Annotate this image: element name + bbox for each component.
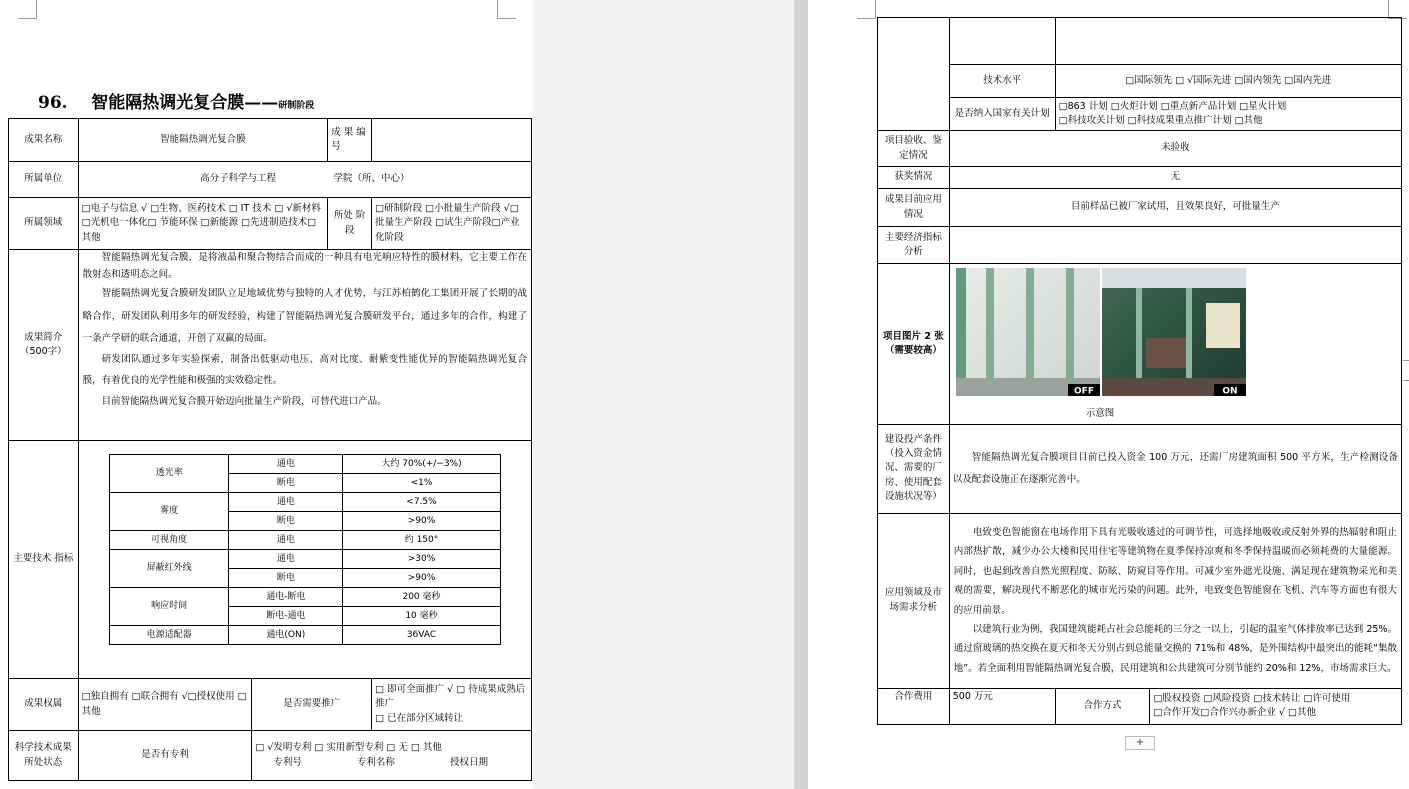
- ownership-label: 成果权属: [9, 679, 79, 731]
- intro-paragraph: 智能隔热调光复合膜研发团队立足地域优势与独特的人才优势，与江苏柏鹤化工集团开展了长期的战略合作，研发团队利用多年的研发经验，构建了智能隔热调光复合膜研发平台，通过多年的合作，构建了一条产学研的联合通道，开创了双赢的局面。: [82, 288, 527, 344]
- application-label: 成果目前应用情况: [878, 189, 950, 227]
- coop-mode-line: □股权投资 □风险投资 □技术转让 □许可使用: [1153, 692, 1351, 704]
- blank-mid: [949, 18, 1055, 65]
- add-row-button[interactable]: +: [1125, 736, 1155, 750]
- spec-cond: 通电-断电: [229, 588, 343, 607]
- name-value: 智能隔热调光复合膜: [78, 119, 328, 162]
- invest-value-cell: [949, 424, 1401, 513]
- achievement-table: [8, 118, 532, 781]
- unit-value-cell: [78, 162, 531, 198]
- intro-label: 成果简介（500字）: [9, 250, 79, 441]
- award-label: 获奖情况: [878, 167, 950, 189]
- spec-cond: 通电: [229, 493, 343, 512]
- off-on-photo: [956, 268, 1246, 396]
- economic-value: [949, 227, 1401, 264]
- heading-number: 96.: [38, 93, 68, 113]
- plan-label: 是否纳入国家有关计划: [949, 98, 1055, 131]
- tech-body: [78, 441, 531, 679]
- intro-paragraph: 目前智能隔热调光复合膜开始迈向批量生产阶段，可替代进口产品。: [101, 395, 387, 407]
- spec-value: 约 150°: [343, 531, 501, 550]
- spec-value: 大约 70%(+/−3%): [343, 455, 501, 474]
- promo-label: 是否需要推广: [252, 679, 372, 731]
- intro-body: [78, 250, 531, 441]
- stage-label: 所处 阶段: [328, 198, 372, 250]
- intro-paragraph: 智能隔热调光复合膜，是将液晶和聚合物结合而成的一种具有电光响应特性的膜材料，它主要工作在散射态和透明态之间。: [82, 252, 527, 280]
- spec-param: 透光率: [109, 455, 229, 493]
- field-value: □电子与信息 √ □生物、医药技术 □ IT 技术 □ √新材料 □光机电一体化□ 节能环保 □新能源 □先进制造技术□其他: [78, 198, 328, 250]
- invest-paragraph: 智能隔热调光复合膜项目目前已投入资金 100 万元，还需厂房建筑面积 500 平方米，生产检测设备以及配套设施正在逐渐完善中。: [952, 451, 1398, 485]
- coop-fee-value: 500 万元: [949, 688, 1055, 724]
- blank-left: [878, 98, 950, 131]
- corner-mark: [18, 0, 37, 19]
- spec-param: 响应时间: [109, 588, 229, 626]
- page-divider: [794, 0, 808, 789]
- heading-dash: ——: [244, 93, 279, 113]
- left-page: [0, 0, 533, 789]
- unit-label: 所属单位: [9, 162, 79, 198]
- off-tag: OFF: [1073, 386, 1094, 396]
- market-paragraph: 以建筑行业为例，我国建筑能耗占社会总能耗的三分之一以上，引起的温室气体排放率已达到 25%。通过窗玻璃的热交换在夏天和冬天分别占到总能量交换的 71%和 48%，是外围结构中最突出的能耗“集散地”。若全面利用智能隔热调光复合膜，民用建筑和公共建筑可分别节能约 20%和 12%，市场需求巨大。: [953, 623, 1397, 674]
- spec-cond: 断电: [229, 474, 343, 493]
- spec-cond: 通电: [229, 455, 343, 474]
- tech-label: 主要技术 指标: [9, 441, 79, 679]
- number-label: 成 果 编 号: [328, 119, 372, 162]
- spec-param: 可视角度: [109, 531, 229, 550]
- blank-right: [1055, 18, 1401, 65]
- coop-fee-label: 合作费用: [878, 688, 950, 724]
- heading-title: 智能隔热调光复合膜: [91, 93, 245, 113]
- acceptance-value: 未验收: [949, 131, 1401, 167]
- photo-caption: 示意图: [1085, 408, 1115, 420]
- spec-cond: 通电: [229, 531, 343, 550]
- application-value: 目前样品已被厂家试用，且效果良好，可批量生产: [949, 189, 1401, 227]
- spec-cond: 断电-通电: [229, 607, 343, 626]
- spec-value: 200 毫秒: [343, 588, 501, 607]
- market-label: 应用领域及市场需求分析: [878, 513, 950, 688]
- number-value: [372, 119, 532, 162]
- patent-label: 科学技术成果所处状态: [9, 731, 79, 781]
- stage-value: □研制阶段 □小批量生产阶段 √□批量生产阶段 □试生产阶段□产业化阶段: [372, 198, 532, 250]
- corner-mark: [857, 0, 876, 19]
- award-value: 无: [949, 167, 1401, 189]
- achievement-table-continued: [877, 17, 1402, 725]
- spec-value: >90%: [343, 569, 501, 588]
- tech-level-label: 技术水平: [949, 65, 1055, 98]
- field-label: 所属领域: [9, 198, 79, 250]
- coop-mode-label: 合作方式: [1055, 688, 1150, 724]
- unit-value: 高分子科学与工程: [200, 173, 277, 185]
- spec-cond: 断电: [229, 569, 343, 588]
- spec-value: 10 毫秒: [343, 607, 501, 626]
- corner-mark: [497, 0, 516, 19]
- page-gap: [533, 0, 794, 789]
- patent-question: 是否有专利: [78, 731, 252, 781]
- tech-level-value: □国际领先 □ √国际先进 □国内领先 □国内先进: [1055, 65, 1401, 98]
- market-body: [949, 513, 1401, 688]
- patent-cell: [252, 731, 532, 781]
- ruler-tick: [1403, 360, 1409, 361]
- spec-param: 屏蔽红外线: [109, 550, 229, 588]
- photo-label: 项目图片 2 张（需要较高）: [878, 264, 950, 425]
- spec-param: 电源适配器: [109, 626, 229, 645]
- spec-value: >90%: [343, 512, 501, 531]
- spec-value: 36VAC: [343, 626, 501, 645]
- spec-cond: 断电: [229, 512, 343, 531]
- on-tag: ON: [1222, 386, 1238, 396]
- invest-label: 建设投产条件（投入资金情况、需要的厂房、使用配套设施状况等）: [878, 424, 950, 513]
- photo-cell: [949, 264, 1401, 425]
- economic-label: 主要经济指标分析: [878, 227, 950, 264]
- name-label: 成果名称: [9, 119, 79, 162]
- spec-cond: 通电(ON): [229, 626, 343, 645]
- promo-value-cell: [372, 679, 532, 731]
- spec-value: <7.5%: [343, 493, 501, 512]
- spec-cond: 通电: [229, 550, 343, 569]
- ownership-value: □独自拥有 □联合拥有 √□授权使用 □其他: [78, 679, 252, 731]
- plan-value-cell: [1055, 98, 1401, 131]
- intro-paragraph: 研发团队通过多年实验探索，制备出低驱动电压、高对比度、耐紫变性能优异的智能隔热调光复合膜，有着优良的光学性能和极强的实效稳定性。: [82, 354, 527, 387]
- patent-options: □ √发明专利 □ 实用新型专利 □ 无 □ 其他: [255, 742, 442, 754]
- patent-date-label: 授权日期: [449, 756, 488, 768]
- acceptance-label: 项目验收、鉴定情况: [878, 131, 950, 167]
- unit-college: 学院（所、中心）: [333, 173, 410, 185]
- ruler-tick: [1403, 380, 1409, 381]
- coop-mode-cell: [1150, 688, 1402, 724]
- coop-mode-line: □合作开发□合作兴办新企业 √ □其他: [1153, 707, 1316, 718]
- market-paragraph: 电致变色智能窗在电场作用下具有光吸收透过的可调节性，可选择地吸收或反射外界的热辐射和阻止内部热扩散，减少办公大楼和民用住宅等建筑物在夏季保持凉爽和冬季保持温暖而必须耗费的大量能源。同时，也起到改善自然光照程度、防眩、防窥目等作用。可减少室外遮光设施、满足现在建筑物采光和美观的需要，解决现代不断恶化的城市光污染的问题。此外，电致变色智能窗在飞机、汽车等方面也有很大的应用前景。: [953, 526, 1397, 616]
- tech-spec-table: [109, 454, 501, 645]
- promo-option-line: □ 已在部分区域转让: [375, 712, 464, 724]
- promo-option-line: □ 即可全面推广 √ □ 待成果成熟后推广: [375, 684, 526, 710]
- patent-name-label: 专利名称: [356, 756, 395, 768]
- heading-stage: 研制阶段: [278, 101, 315, 111]
- section-heading: [38, 88, 314, 113]
- plan-option-line: □863 计划 □火炬计划 □重点新产品计划 □星火计划: [1058, 100, 1287, 112]
- spec-value: <1%: [343, 474, 501, 493]
- patent-fields: [255, 756, 528, 770]
- blank-left: [878, 18, 950, 65]
- blank-left: [878, 65, 950, 98]
- spec-value: >30%: [343, 550, 501, 569]
- plan-option-line: □科技攻关计划 □科技成果重点推广计划 □其他: [1058, 115, 1263, 126]
- patent-no-label: 专利号: [273, 756, 302, 768]
- spec-param: 雾度: [109, 493, 229, 531]
